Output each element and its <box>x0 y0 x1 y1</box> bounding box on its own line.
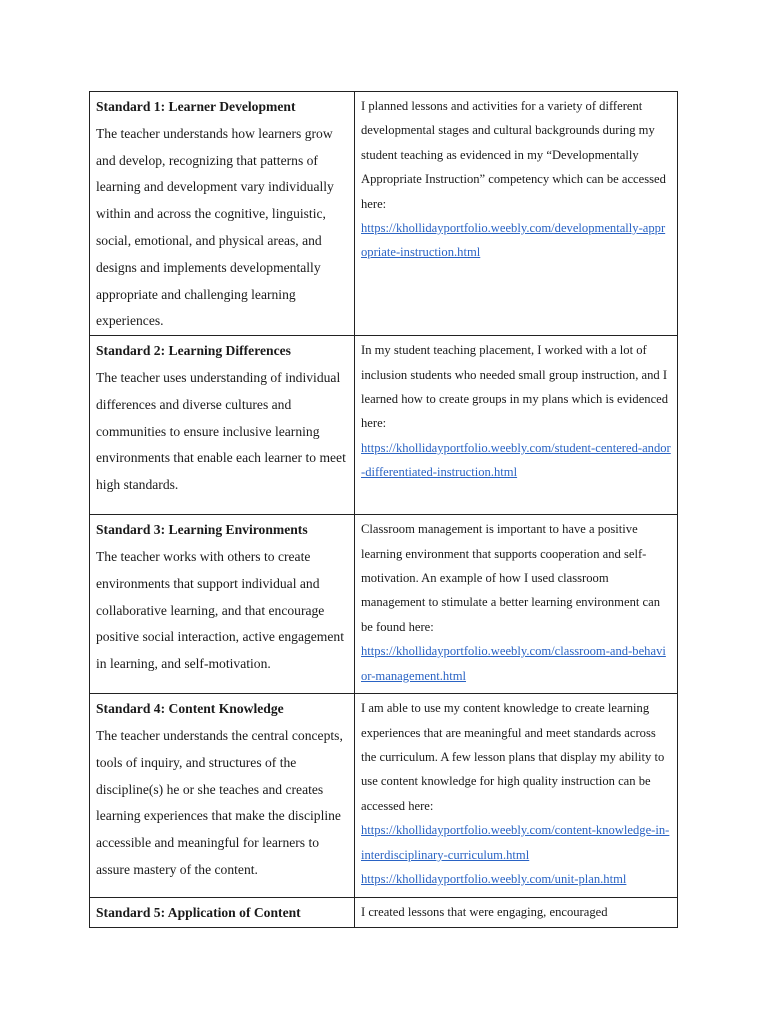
table-row <box>90 336 678 515</box>
evidence-cell <box>355 898 678 928</box>
table-row <box>90 92 678 336</box>
standard-cell <box>90 515 355 694</box>
evidence-link[interactable]: https://khollidayportfolio.weebly.com/unit-plan.html <box>361 872 627 887</box>
standard-description: The teacher understands how learners grow and develop, recognizing that patterns of learning and development vary individually within and across the cognitive, linguistic, social, emotional, and physical areas, and designs and implements developmentally appropriate and challenging learning experiences. <box>96 125 334 329</box>
evidence-text: Classroom management is important to have a positive learning environment that supports cooperation and self-motivation. An example of how I used classroom management to stimulate a better learning environment can be found here: <box>361 522 660 634</box>
evidence-link[interactable]: https://khollidayportfolio.weebly.com/student-centered-andor-differentiated-instruction.html <box>361 440 671 480</box>
standard-cell <box>90 336 355 515</box>
table-row <box>90 515 678 694</box>
standard-title: Standard 4: Content Knowledge <box>96 701 284 717</box>
evidence-text: I planned lessons and activities for a variety of different developmental stages and cultural backgrounds during my student teaching as evidenced in my “Developmentally Appropriate Instruction” competency which can be accessed here: <box>361 99 666 211</box>
standard-cell <box>90 92 355 336</box>
standard-title: Standard 5: Application of Content <box>96 905 301 921</box>
evidence-text: I created lessons that were engaging, encouraged <box>361 905 608 920</box>
evidence-text: I am able to use my content knowledge to create learning experiences that are meaningful and meet standards across the curriculum. A few lesson plans that display my ability to use content knowledge for high quality instruction can be accessed here: <box>361 701 665 813</box>
evidence-cell <box>355 92 678 336</box>
table-row <box>90 694 678 898</box>
standard-title: Standard 3: Learning Environments <box>96 522 308 538</box>
evidence-text: In my student teaching placement, I worked with a lot of inclusion students who needed small group instruction, and I learned how to create groups in my plans which is evidenced here: <box>361 343 669 431</box>
standard-title: Standard 2: Learning Differences <box>96 343 291 359</box>
standard-description: The teacher uses understanding of individual differences and diverse cultures and communities to ensure inclusive learning environments that enable each learner to meet high standards. <box>96 369 346 493</box>
evidence-link[interactable]: https://khollidayportfolio.weebly.com/developmentally-appropriate-instruction.html <box>361 221 666 260</box>
standards-table <box>89 91 678 928</box>
standard-cell <box>90 694 355 898</box>
evidence-cell <box>355 694 678 898</box>
standard-description: The teacher works with others to create environments that support individual and collaborative learning, and that encourage positive social interaction, active engagement in learning, and self-motivation. <box>96 548 344 672</box>
standard-title: Standard 1: Learner Development <box>96 99 296 114</box>
standard-cell <box>90 898 355 928</box>
evidence-cell <box>355 336 678 515</box>
evidence-link[interactable]: https://khollidayportfolio.weebly.com/classroom-and-behavior-management.html <box>361 644 666 683</box>
standard-description: The teacher understands the central concepts, tools of inquiry, and structures of the discipline(s) he or she teaches and creates learning experiences that make the discipline accessible and meaningful for learners to assure mastery of the content. <box>96 727 343 877</box>
evidence-cell <box>355 515 678 694</box>
table-row <box>90 898 678 928</box>
evidence-link[interactable]: https://khollidayportfolio.weebly.com/content-knowledge-in-interdisciplinary-curriculum.html <box>361 823 670 862</box>
